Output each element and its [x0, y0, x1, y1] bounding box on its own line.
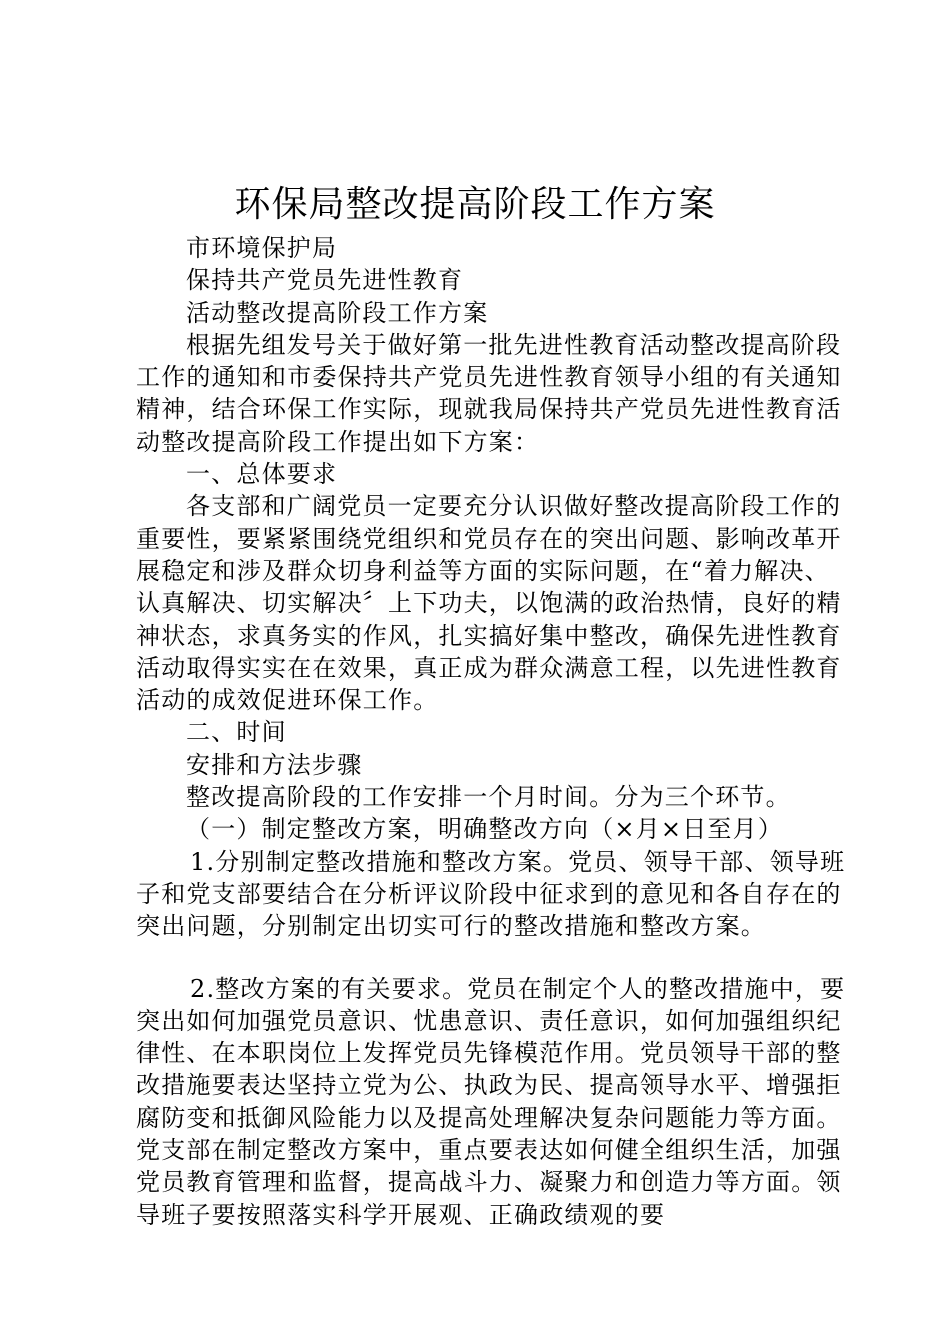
document-body	[136, 232, 846, 1231]
paragraph-schedule: 整改提高阶段的工作安排一个月时间。分为三个环节。	[186, 783, 791, 812]
paragraph-item-2: 2.整改方案的有关要求。党员在制定个人的整改措施中，要突出如何加强党员意识、忧患意识、责任意识，如何加强组织纪律性、在本职岗位上发挥党员先锋模范作用。党员领导干部的整改措施要表达坚持立党为公、执政为民、提高领导水平、增强拒腐防变和抵御风险能力以及提高处理解决复杂问题能力等方面。党支部在制定整改方案中，重点要表达如何健全组织生活，加强党员教育管理和监督，提高战斗力、凝聚力和创造力等方面。领导班子要按照落实科学开展观、正确政绩观的要	[136, 974, 846, 1229]
paragraph-organization: 市环境保护局	[186, 234, 338, 262]
document-title: 环保局整改提高阶段工作方案	[234, 184, 716, 225]
paragraph-subtitle-1: 保持共产党员先进性教育	[186, 266, 464, 295]
paragraph-intro: 根据先组发号关于做好第一批先进性教育活动整改提高阶段工作的通知和市委保持共产党员先进性教育领导小组的有关通知精神，结合环保工作实际，现就我局保持共产党员先进性教育活动整改提高阶段工作提出如下方案：	[136, 330, 842, 456]
paragraph-spacer	[136, 943, 846, 973]
subsection-heading-1: （一）制定整改方案，明确整改方向（×月×日至月）	[186, 815, 784, 844]
paragraph-general-requirements: 各支部和广阔党员一定要充分认识做好整改提高阶段工作的重要性，要紧紧围绕党组织和党员存在的突出问题、影响改革开展稳定和涉及群众切身利益等方面的实际问题，在“着力解决、认真解决、切实解决〞上下功夫，以饱满的政治热情，良好的精神状态，求真务实的作风，扎实搞好集中整改，确保先进性教育活动取得实实在在效果，真正成为群众满意工程，以先进性教育活动的成效促进环保工作。	[136, 492, 842, 715]
paragraph-subtitle-2: 活动整改提高阶段工作方案	[186, 298, 489, 327]
section-heading-arrangement: 安排和方法步骤	[186, 750, 363, 779]
paragraph-item-1: 1.分别制定整改措施和整改方案。党员、领导干部、领导班子和党支部要结合在分析评议阶段中征求到的意见和各自存在的突出问题，分别制定出切实可行的整改措施和整改方案。	[136, 847, 846, 941]
section-heading-time: 二、时间	[186, 718, 287, 747]
section-heading-general-requirements: 一、总体要求	[186, 460, 338, 489]
